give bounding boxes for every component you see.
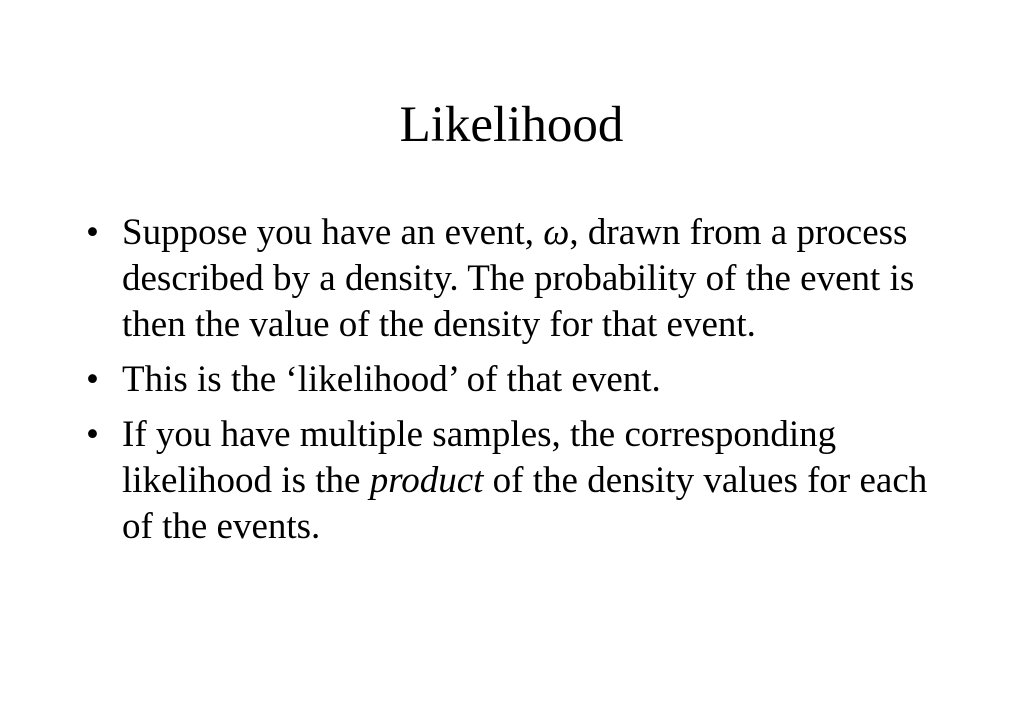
bullet-icon: • <box>86 212 99 253</box>
bullet-text-cont: of the density values for each of the events. <box>122 460 928 547</box>
product-emphasis: product <box>369 460 484 501</box>
omega-symbol: ω <box>543 212 570 253</box>
bullet-item-likelihood <box>86 357 946 403</box>
bullet-text: If you have multiple samples, the corresponding likelihood is the <box>122 414 837 501</box>
bullet-text-cont: , drawn from a process described by a density. The probability of the event is then the value of the density for that event. <box>122 212 915 345</box>
bullet-icon: • <box>86 359 99 400</box>
slide-title: Likelihood <box>399 97 624 153</box>
bullet-text: This is the ‘likelihood’ of that event. <box>122 359 661 400</box>
bullet-item-multiple-samples <box>86 412 946 550</box>
bullet-item-event <box>86 210 946 348</box>
bullet-icon: • <box>86 414 99 455</box>
bullet-text: Suppose you have an event, <box>122 212 544 253</box>
bullet-list <box>86 210 946 559</box>
